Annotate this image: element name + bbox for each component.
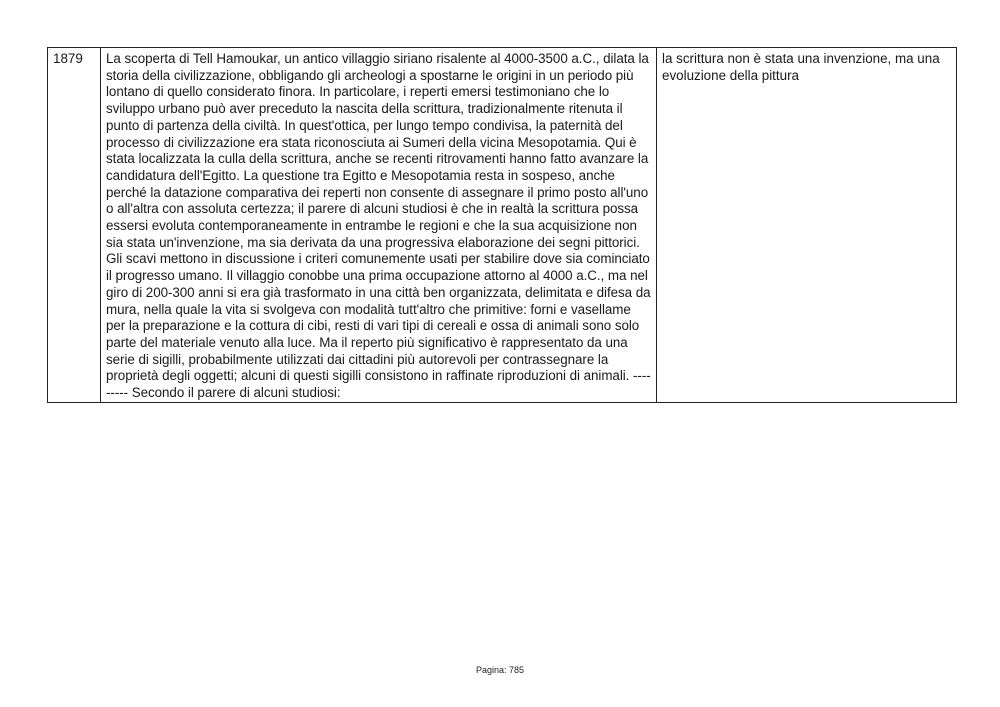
answer-text: la scrittura non è stata una invenzione, ma una evoluzione della pittura	[657, 48, 957, 403]
question-text: La scoperta di Tell Hamoukar, un antico villaggio siriano risalente al 4000-3500 a.C., dilata la storia della civilizzazione, obbligando gli archeologi a spostarne le origini in un periodo più lontano di quello considerato finora. In particolare, i reperti emersi testimoniano che lo sviluppo urbano può aver preceduto la nascita della scrittura, tradizionalmente ritenuta il punto di partenza della civiltà. In quest'ottica, per lungo tempo condivisa, la paternità del processo di civilizzazione era stata riconosciuta ai Sumeri della vicina Mesopotamia. Qui è stata localizzata la culla della scrittura, anche se recenti ritrovamenti hanno fatto avanzare la candidatura dell'Egitto. La questione tra Egitto e Mesopotamia resta in sospeso, anche perché la datazione comparativa dei reperti non consente di assegnare il primo posto all'uno o all'altra con assoluta certezza; il parere di alcuni studiosi è che in realtà la scrittura possa essersi evoluta contemporaneamente in entrambe le regioni e che la sua acquisizione non sia stata un'invenzione, ma sia derivata da una progressiva elaborazione dei segni pittorici. Gli scavi mettono in discussione i criteri comunemente usati per stabilire dove sia cominciato il progresso umano. Il villaggio conobbe una prima occupazione attorno al 4000 a.C., ma nel giro di 200-300 anni si era già trasformato in una città ben organizzata, delimitata e difesa da mura, nella quale la vita si svolgeva con modalità tutt'altro che primitive: forni e vasellame per la preparazione e la cottura di cibi, resti di vari tipi di cereali e ossa di animali sono solo parte del materiale venuto alla luce. Ma il reperto più significativo è rappresentato da una serie di sigilli, probabilmente utilizzati dai cittadini più autorevoli per contrassegnare la proprietà degli oggetti; alcuni di questi sigilli consistono in raffinate riproduzioni di animali. --------- Secondo il parere di alcuni studiosi:	[106, 51, 651, 401]
table-row	[48, 48, 957, 403]
question-number: 1879	[48, 48, 101, 403]
question-text-cell	[101, 48, 657, 403]
page-number: Pagina: 785	[475, 665, 525, 675]
quiz-table	[47, 47, 957, 403]
